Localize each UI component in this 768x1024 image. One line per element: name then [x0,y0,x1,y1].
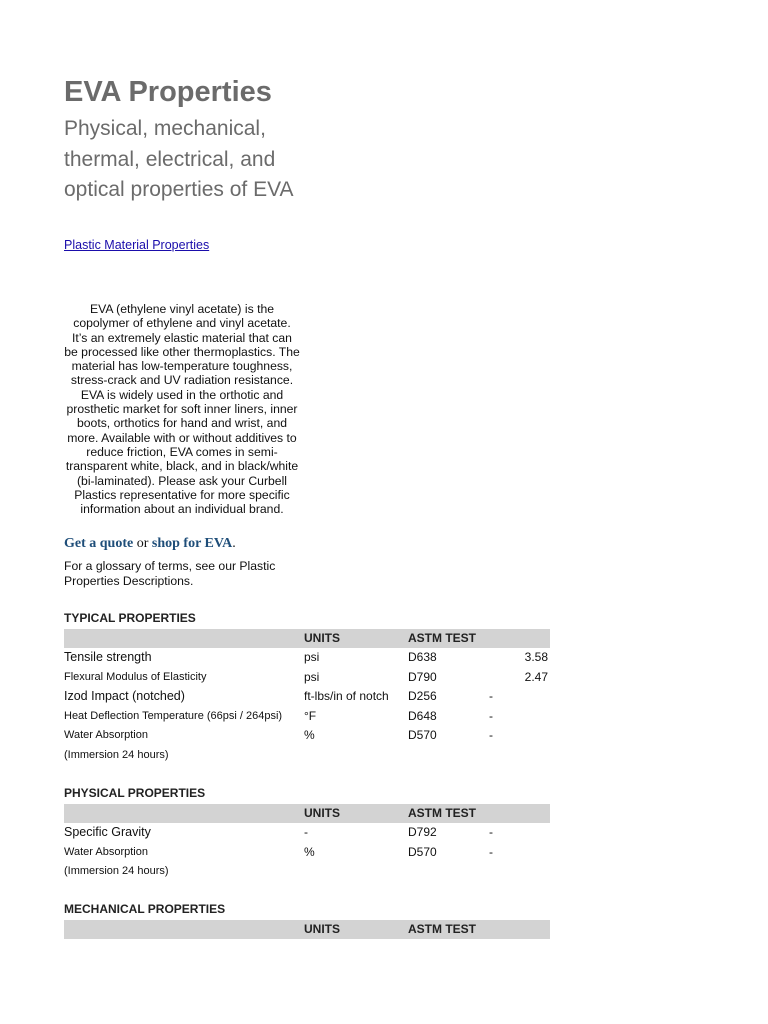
property-placeholder: - [489,825,493,839]
cta-period: . [232,536,236,551]
property-units: psi [304,669,320,684]
property-value: 3.58 [524,650,548,664]
astm-column-header: ASTM TEST [408,806,476,820]
table-row [64,707,550,727]
section-title: MECHANICAL PROPERTIES [64,902,226,916]
property-name: Flexural Modulus of Elasticity [64,670,207,683]
property-placeholder: - [489,708,493,723]
page-title: EVA Properties [64,76,272,108]
property-placeholder: - [489,689,493,703]
property-name: Specific Gravity [64,825,151,839]
property-astm: D792 [408,825,437,839]
property-units: ft-lbs/in of notch [304,689,389,703]
mechanical-properties-section [64,902,550,939]
property-units: % [304,844,315,859]
units-column-header: UNITS [304,922,340,936]
property-name: Tensile strength [64,650,152,664]
property-astm: D790 [408,669,437,684]
property-value: 2.47 [524,669,548,684]
property-note: (Immersion 24 hours) [64,865,169,877]
table-row [64,668,550,688]
table-header-row [64,629,550,648]
property-name: Water Absorption [64,845,148,858]
property-units: % [304,728,315,742]
table-row [64,687,550,707]
property-astm: D570 [408,844,437,859]
property-name: Water Absorption [64,729,148,741]
property-units: °F [304,708,317,723]
units-column-header: UNITS [304,631,340,645]
table-row [64,862,550,882]
property-astm: D256 [408,689,437,703]
shop-for-eva-link[interactable]: shop for EVA [151,536,233,551]
property-placeholder: - [489,728,493,742]
table-row [64,726,550,746]
astm-column-header: ASTM TEST [408,631,476,645]
units-column-header: UNITS [304,806,340,820]
physical-properties-section [64,786,550,882]
property-astm: D570 [408,728,437,742]
property-units: psi [304,650,320,664]
table-row [64,823,550,843]
property-astm: D638 [408,650,437,664]
table-header-row [64,804,550,823]
get-quote-link[interactable]: Get a quote [64,536,134,551]
cta-or-text: or [133,536,152,551]
property-name: Izod Impact (notched) [64,689,185,703]
property-astm: D648 [408,708,437,723]
property-name: Heat Deflection Temperature (66psi / 264psi) [64,709,283,722]
table-header-row [64,920,550,939]
table-row [64,843,550,863]
property-units: - [304,825,308,839]
section-title: TYPICAL PROPERTIES [64,611,196,625]
astm-column-header: ASTM TEST [408,922,476,936]
glossary-note: For a glossary of terms, see our Plastic Properties Descriptions. [64,559,276,588]
plastic-material-properties-link[interactable]: Plastic Material Properties [64,238,210,252]
table-row [64,648,550,668]
page-subtitle: Physical, mechanical, thermal, electrical, and optical properties of EVA [64,117,294,201]
table-row [64,746,550,766]
eva-description: EVA (ethylene vinyl acetate) is the copolymer of ethylene and vinyl acetate. It’s an extremely elastic material that can be processed like other thermoplastics. The material has low-temperature toughness, stress-crack and UV radiation resistance. EVA is widely used in the orthotic and prosthetic market for soft inner liners, inner boots, orthotics for hand and wrist, and more. Available with or without additives to reduce friction, EVA comes in semi-transparent white, black, and in black/white (bi-laminated). Please ask your Curbell Plastics representative for more specific information about an individual brand. [64,302,300,517]
call-to-action [64,536,236,552]
typical-properties-section [64,611,550,765]
section-title: PHYSICAL PROPERTIES [64,786,206,800]
property-note: (Immersion 24 hours) [64,748,169,761]
property-placeholder: - [489,844,493,859]
